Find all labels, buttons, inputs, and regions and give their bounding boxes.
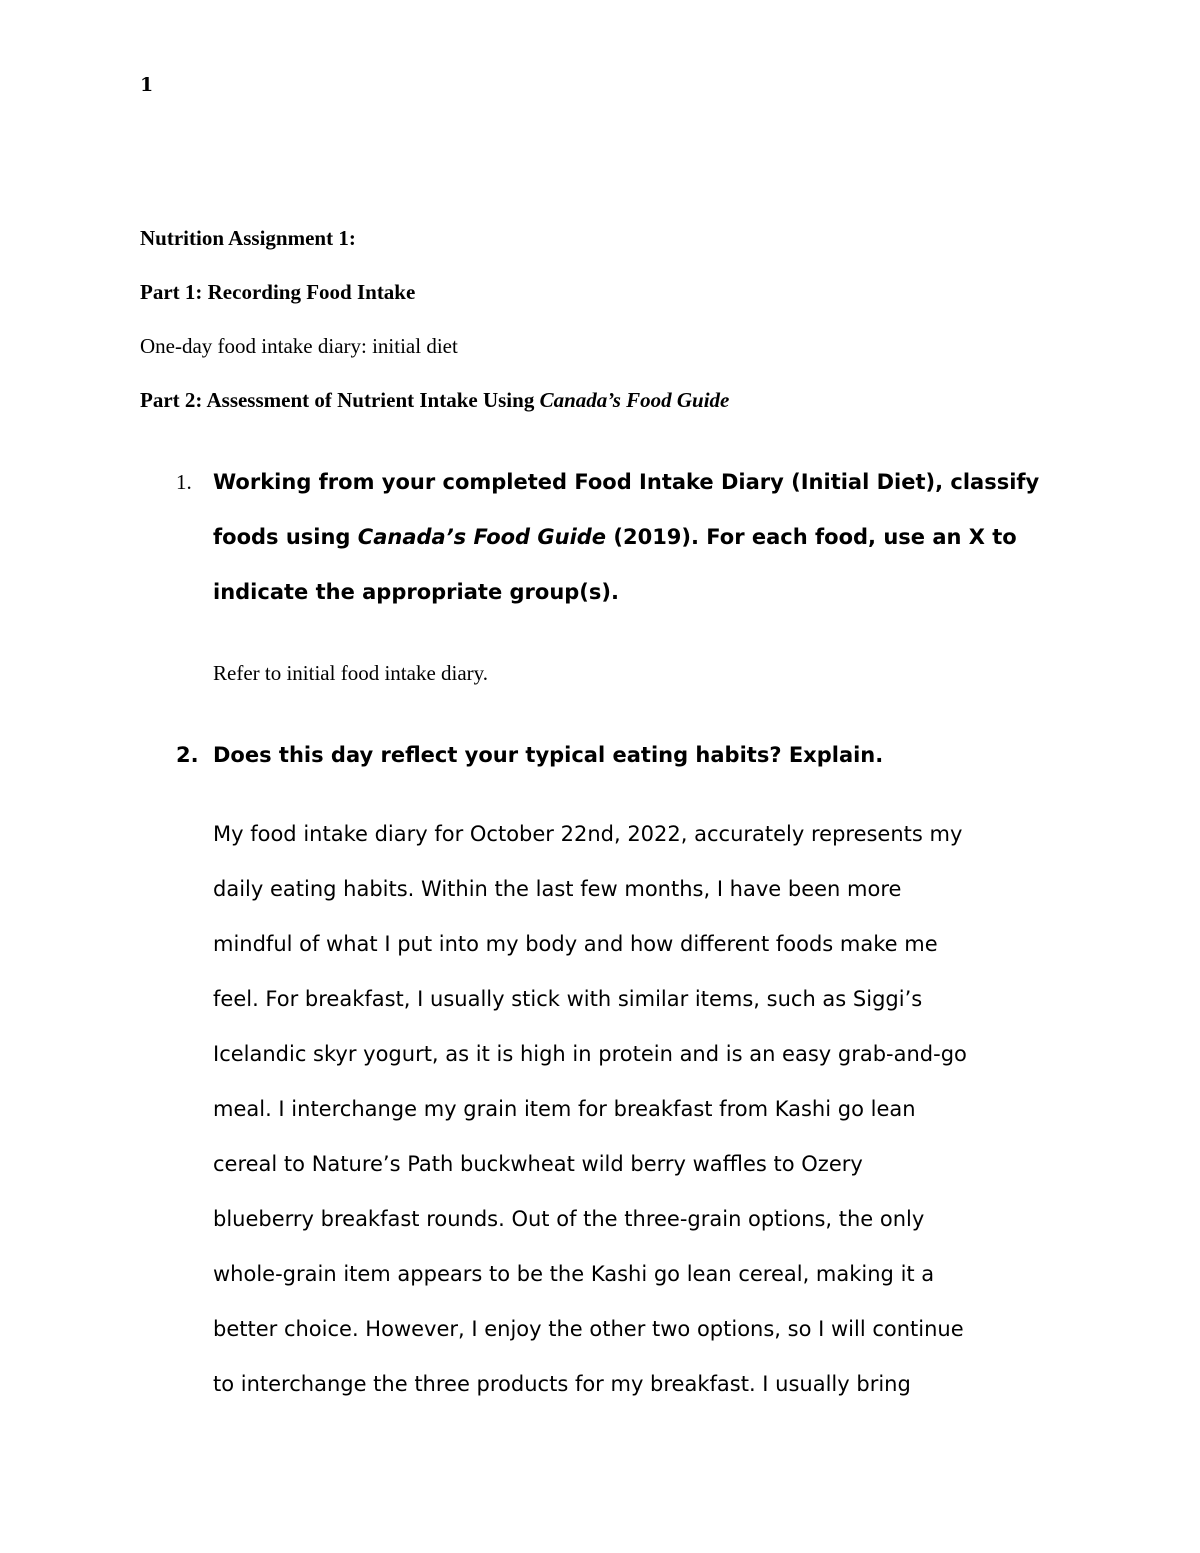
- question2-number: 2.: [176, 743, 199, 767]
- question1-text: [213, 455, 1093, 620]
- assignment-title: Nutrition Assignment 1:: [140, 226, 356, 250]
- answer-line: meal. I interchange my grain item for breakfast from Kashi go lean: [213, 1097, 916, 1121]
- question1-text-italic: Canada’s Food Guide: [357, 525, 607, 549]
- part2-title-text: Part 2: Assessment of Nutrient Intake Using: [140, 388, 540, 412]
- question1-text-after: (2019). For each food, use an X to indicate the appropriate group(s).: [213, 525, 1017, 604]
- answer-line: Icelandic skyr yogurt, as it is high in protein and is an easy grab-and-go: [213, 1042, 967, 1066]
- question1-number: 1.: [176, 470, 192, 494]
- part1-subtitle: One-day food intake diary: initial diet: [140, 334, 458, 358]
- question2-text: Does this day reflect your typical eating habits? Explain.: [213, 743, 884, 767]
- answer-line: mindful of what I put into my body and how different foods make me: [213, 932, 938, 956]
- answer-line: whole-grain item appears to be the Kashi go lean cereal, making it a: [213, 1262, 935, 1286]
- page-number: 1: [140, 74, 154, 96]
- answer-line: cereal to Nature’s Path buckwheat wild berry waffles to Ozery: [213, 1152, 863, 1176]
- answer-line: My food intake diary for October 22nd, 2022, accurately represents my: [213, 822, 963, 846]
- answer-line: blueberry breakfast rounds. Out of the three-grain options, the only: [213, 1207, 925, 1231]
- question1-answer: Refer to initial food intake diary.: [213, 661, 489, 685]
- answer-line: better choice. However, I enjoy the other two options, so I will continue: [213, 1317, 964, 1341]
- answer-line: daily eating habits. Within the last few months, I have been more: [213, 877, 902, 901]
- question1-text-before: Working from your completed Food Intake Diary (Initial Diet), classify foods using: [213, 470, 1040, 549]
- part2-title: [140, 388, 729, 413]
- part1-title: Part 1: Recording Food Intake: [140, 280, 416, 304]
- answer-line: to interchange the three products for my breakfast. I usually bring: [213, 1372, 911, 1396]
- part2-title-italic: Canada’s Food Guide: [539, 388, 730, 412]
- answer-line: feel. For breakfast, I usually stick with similar items, such as Siggi’s: [213, 987, 923, 1011]
